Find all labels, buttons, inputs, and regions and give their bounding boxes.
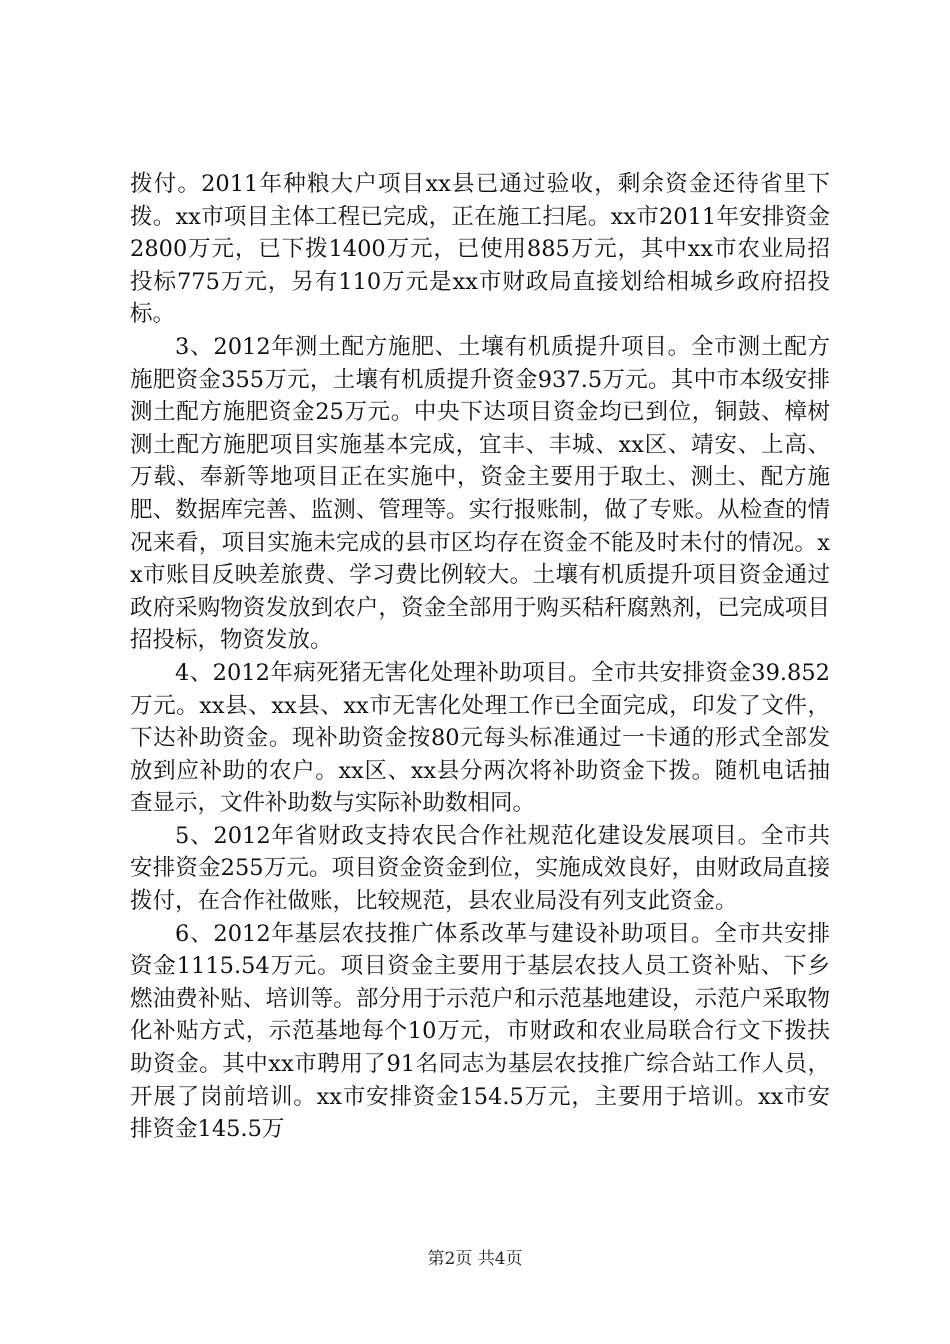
paragraph-item-3: 3、2012年测土配方施肥、土壤有机质提升项目。全市测土配方施肥资金355万元，土壤有机质提升资金937.5万元。其中市本级安排测土配方施肥资金25万元。中央下达项目资金均已到位，铜鼓、樟树测土配方施肥项目实施基本完成，宜丰、丰城、xx区、靖安、上高、万载、奉新等地项目正在实施中，资金主要用于取土、测土、配方施肥、数据库完善、监测、管理等。实行报账制，做了专账。从检查的情况来看，项目实施未完成的县市区均存在资金不能及时未付的情况。xx市账目反映差旅费、学习费比例较大。土壤有机质提升项目资金通过政府采购物资发放到农户，资金全部用于购买秸秆腐熟剂，已完成项目招投标，物资发放。 bbox=[130, 333, 830, 654]
paragraph-item-5: 5、2012年省财政支持农民合作社规范化建设发展项目。全市共安排资金255万元。项目资金资金到位，实施成效良好，由财政局直接拨付，在合作社做账，比较规范，县农业局没有列支此资金。 bbox=[130, 822, 830, 915]
paragraph-item-6: 6、2012年基层农技推广体系改革与建设补助项目。全市共安排资金1115.54万元。项目资金主要用于基层农技人员工资补贴、下乡燃油费补贴、培训等。部分用于示范户和示范基地建设，示范户采取物化补贴方式，示范基地每个10万元，市财政和农业局联合行文下拨扶助资金。其中xx市聘用了91名同志为基层农技推广综合站工作人员，开展了岗前培训。xx市安排资金154.5万元，主要用于培训。xx市安排资金145.5万 bbox=[130, 920, 830, 1143]
page-number-footer: 第2页 共4页 bbox=[427, 1249, 523, 1269]
paragraph-continuation: 拨付。2011年种粮大户项目xx县已通过验收，剩余资金还待省里下拨。xx市项目主体工程已完成，正在施工扫尾。xx市2011年安排资金2800万元，已下拨1400万元，已使用885万元，其中xx市农业局招投标775万元，另有110万元是xx市财政局直接划给相城乡政府招投标。 bbox=[130, 171, 830, 328]
paragraph-item-4: 4、2012年病死猪无害化处理补助项目。全市共安排资金39.852万元。xx县、xx县、xx市无害化处理工作已全面完成，印发了文件，下达补助资金。现补助资金按80元每头标准通过一卡通的形式全部发放到应补助的农户。xx区、xx县分两次将补助资金下拨。随机电话抽查显示，文件补助数与实际补助数相同。 bbox=[130, 659, 830, 817]
document-body bbox=[130, 168, 830, 1146]
